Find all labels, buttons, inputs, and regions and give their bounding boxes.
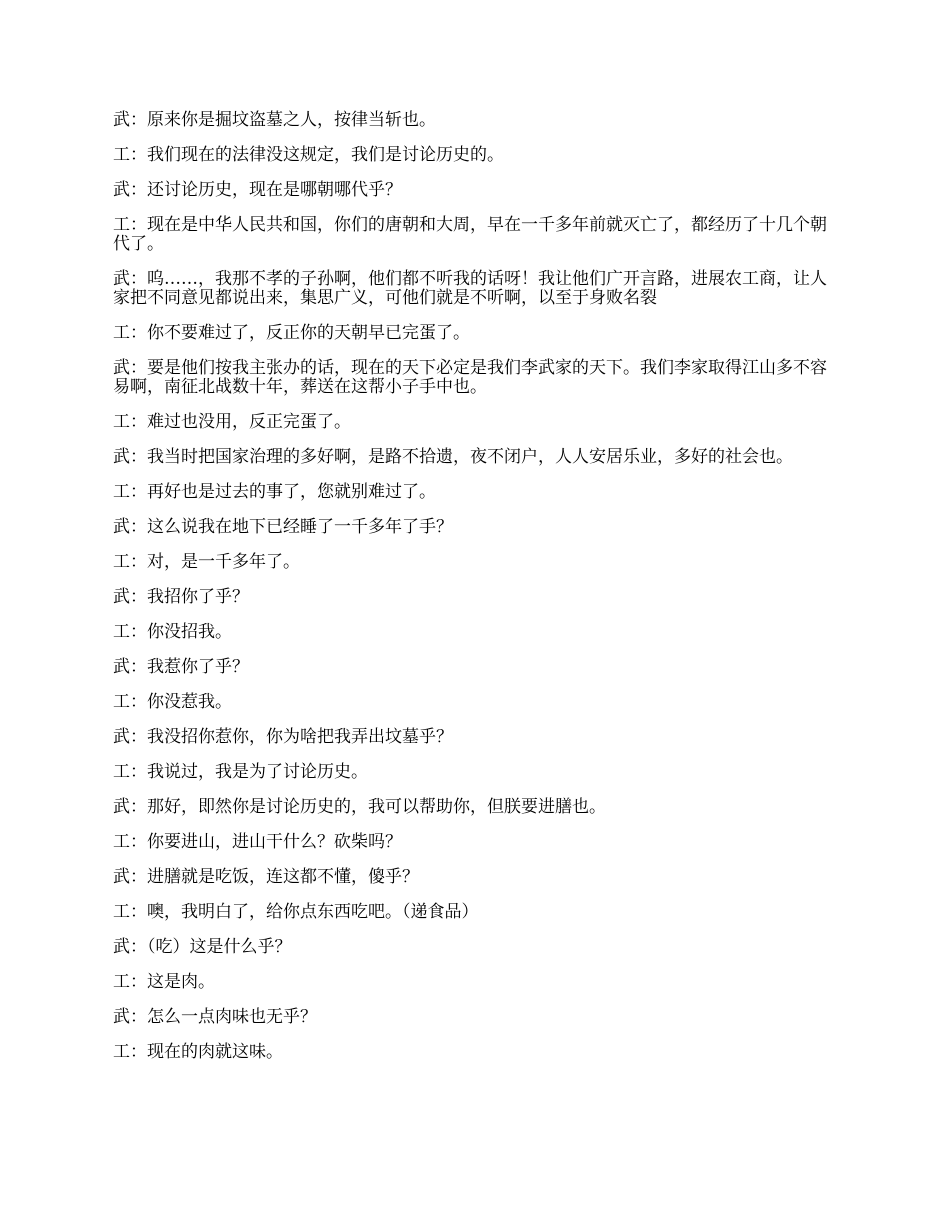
dialogue-line: 工：你不要难过了，反正你的天朝早已完蛋了。 [113, 323, 470, 343]
dialogue-line: 工：难过也没用，反正完蛋了。 [113, 412, 351, 432]
dialogue-line: 工：你没惹我。 [113, 692, 232, 712]
dialogue-line: 工：对，是一千多年了。 [113, 552, 300, 572]
dialogue-line: 武：进膳就是吃饭，连这都不懂，傻乎？ [113, 867, 419, 887]
dialogue-line: 工：我说过，我是为了讨论历史。 [113, 762, 368, 782]
dialogue-line: 武：这么说我在地下已经睡了一千多年了手？ [113, 517, 453, 537]
dialogue-line: 武：原来你是掘坟盗墓之人，按律当斩也。 [113, 110, 436, 130]
dialogue-line: 工：这是肉。 [113, 972, 215, 992]
dialogue-line: 工：我们现在的法律没这规定，我们是讨论历史的。 [113, 145, 504, 165]
dialogue-line: 工：你没招我。 [113, 622, 232, 642]
dialogue-line: 武：我没招你惹你，你为啥把我弄出坟墓乎？ [113, 727, 453, 747]
dialogue-line: 武：我当时把国家治理的多好啊，是路不拾遗，夜不闭户，人人安居乐业，多好的社会也。 [113, 447, 793, 467]
dialogue-line: 工：现在的肉就这味。 [113, 1042, 283, 1062]
dialogue-line: 武：我招你了乎？ [113, 587, 249, 607]
dialogue-line: 武：我惹你了乎？ [113, 657, 249, 677]
dialogue-line: 武：（吃）这是什么乎？ [113, 937, 292, 957]
dialogue-line: 武：还讨论历史，现在是哪朝哪代乎？ [113, 180, 402, 200]
dialogue-line: 工：现在是中华人民共和国，你们的唐朝和大周，早在一千多年前就灭亡了，都经历了十几个朝代了。 [113, 215, 827, 254]
dialogue-line: 武：呜……，我那不孝的子孙啊，他们都不听我的话呀！我让他们广开言路，进展农工商，让人家把不同意见都说出来，集思广义，可他们就是不听啊，以至于身败名裂 [113, 269, 827, 308]
dialogue-line: 武：那好，即然你是讨论历史的，我可以帮助你，但朕要进膳也。 [113, 797, 606, 817]
dialogue-line: 武：要是他们按我主张办的话，现在的天下必定是我们李武家的天下。我们李家取得江山多不容易啊，南征北战数十年，葬送在这帮小子手中也。 [113, 358, 827, 397]
dialogue-line: 工：你要进山，进山干什么？砍柴吗？ [113, 832, 402, 852]
dialogue-line: 武：怎么一点肉味也无乎？ [113, 1007, 317, 1027]
dialogue-line: 工：噢，我明白了，给你点东西吃吧。（递食品） [113, 902, 479, 922]
dialogue-body [113, 111, 841, 1078]
dialogue-line: 工：再好也是过去的事了，您就别难过了。 [113, 482, 436, 502]
